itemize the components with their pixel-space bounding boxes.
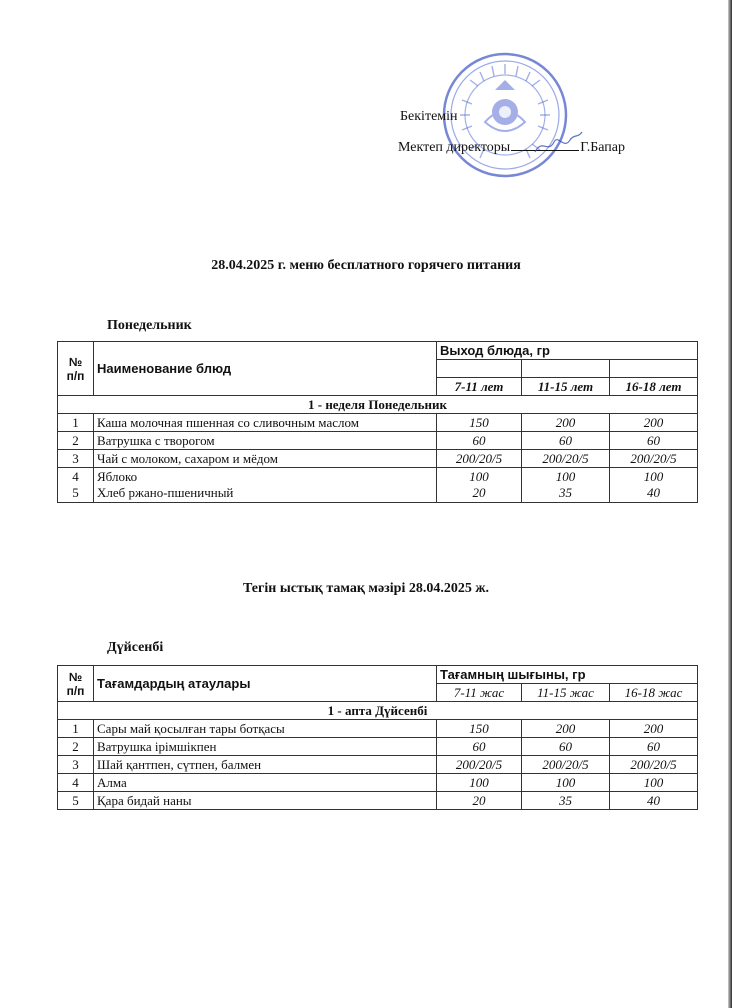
table-row [58,720,698,738]
table-row [58,738,698,756]
director-label: Мектеп директоры [398,140,511,155]
header-dish-name: Тағамдардың атаулары [94,666,437,702]
dish-value: 100 [610,774,698,792]
dish-value: 200 [610,720,698,738]
row-number-4: 4 [72,469,79,484]
header-age: 11-15 жас [522,684,610,702]
row-number: 1 [58,414,94,432]
dish-value: 60 [522,432,610,450]
dish-value: 150 [437,414,522,432]
table-row [58,792,698,810]
header-age: 16-18 лет [610,378,698,396]
header-number: № п/п [58,666,94,702]
dish-value: 200/20/5 [610,756,698,774]
dish-name: Қара бидай наны [94,792,437,810]
dish-value-5: 40 [647,485,660,500]
dish-value: 200 [610,414,698,432]
row-number: 4 [58,774,94,792]
dish-value: 40 [610,792,698,810]
menu-title-kz: Тегін ыстық тамақ мәзірі 28.04.2025 ж. [243,581,489,596]
header-blank-cell [437,360,522,378]
week-row: 1 - апта Дүйсенбі [58,702,698,720]
dish-value: 60 [522,738,610,756]
dish-value: 100 [437,774,522,792]
dish-value: 200/20/5 [437,450,522,468]
dish-name: Чай с молоком, сахаром и мёдом [94,450,437,468]
dish-name: Каша молочная пшенная со сливочным маслом [94,414,437,432]
dish-value [522,468,610,503]
dish-value: 35 [522,792,610,810]
approve-label: Бекітемін [400,109,458,124]
dish-name: Ватрушка ірімшікпен [94,738,437,756]
row-number: 2 [58,432,94,450]
dish-value-4: 100 [469,469,489,484]
official-stamp [440,50,570,180]
dish-name-5: Хлеб ржано-пшеничный [97,485,234,500]
director-name: Г.Бапар [580,140,626,155]
dish-name: Шай қантпен, сүтпен, балмен [94,756,437,774]
dish-name-4: Яблоко [97,469,138,484]
row-number: 3 [58,756,94,774]
day-label-kz: Дүйсенбі [107,640,164,655]
row-number: 5 [58,792,94,810]
header-output: Тағамның шығыны, гр [437,666,698,684]
dish-value [437,468,522,503]
menu-table-kz [57,665,698,810]
header-age: 7-11 жас [437,684,522,702]
dish-value: 200/20/5 [437,756,522,774]
table-row [58,432,698,450]
dish-name: Ватрушка с творогом [94,432,437,450]
header-number: № п/п [58,342,94,396]
dish-name: Сары май қосылған тары ботқасы [94,720,437,738]
dish-value: 60 [437,432,522,450]
row-number-5: 5 [72,485,79,500]
dish-value-4: 100 [643,469,664,484]
header-dish-name: Наименование блюд [94,342,437,396]
table-row [58,468,698,503]
dish-value: 20 [437,792,522,810]
dish-name [94,468,437,503]
dish-value: 200 [522,720,610,738]
row-number: 1 [58,720,94,738]
dish-value: 60 [610,432,698,450]
menu-table-ru [57,341,698,503]
dish-value-4: 100 [555,469,576,484]
scan-edge [728,0,732,1008]
day-label-ru: Понедельник [107,318,192,333]
dish-value: 200 [522,414,610,432]
signature-scribble [530,128,585,158]
dish-value-5: 20 [472,485,486,500]
director-line [398,138,625,156]
dish-value: 200/20/5 [522,450,610,468]
dish-value [610,468,698,503]
row-number: 2 [58,738,94,756]
dish-value-5: 35 [559,485,572,500]
header-blank-cell [522,360,610,378]
dish-value: 100 [522,774,610,792]
menu-title-ru: 28.04.2025 г. меню бесплатного горячего питания [211,258,521,273]
header-age: 16-18 жас [610,684,698,702]
header-age: 11-15 лет [522,378,610,396]
table-row [58,450,698,468]
dish-value: 200/20/5 [522,756,610,774]
dish-name: Алма [94,774,437,792]
row-number: 3 [58,450,94,468]
dish-value: 60 [610,738,698,756]
week-row: 1 - неделя Понедельник [58,396,698,414]
table-row [58,414,698,432]
dish-value: 150 [437,720,522,738]
table-row [58,774,698,792]
dish-value: 200/20/5 [610,450,698,468]
row-number [58,468,94,503]
header-output: Выход блюда, гр [437,342,698,360]
dish-value: 60 [437,738,522,756]
header-blank-cell [610,360,698,378]
table-row [58,756,698,774]
header-age: 7-11 лет [437,378,522,396]
